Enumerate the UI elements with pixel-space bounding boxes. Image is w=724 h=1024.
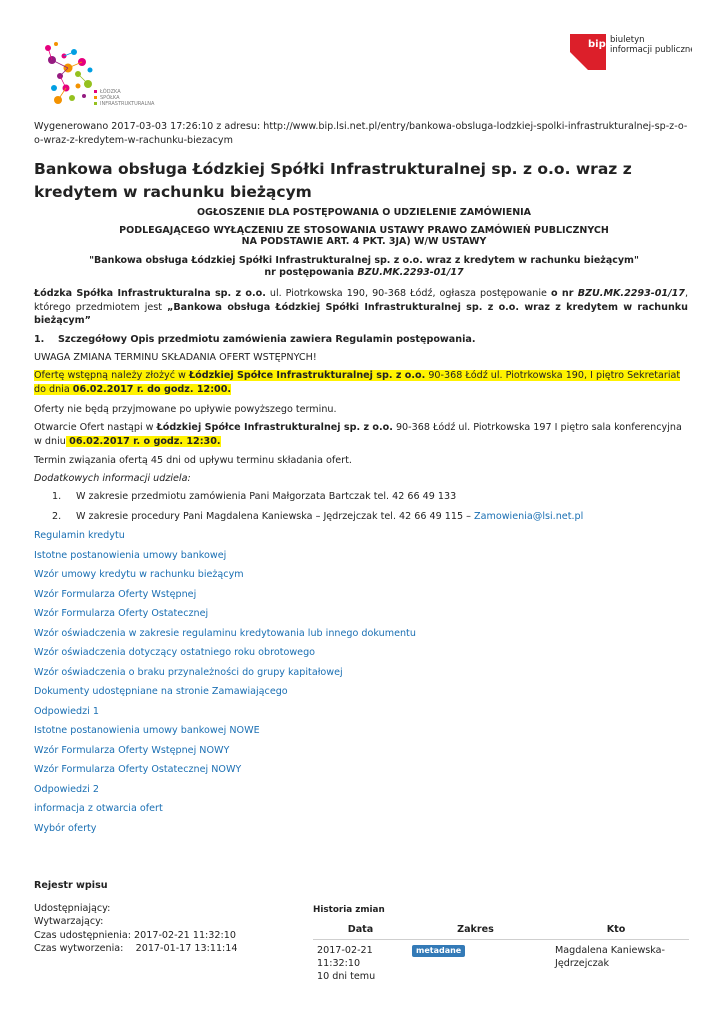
history-header-date: Data [313, 921, 408, 939]
contact-2: 2. W zakresie procedury Pani Magdalena Kaniewska – Jędrzejczak tel. 42 66 49 115 – Zamowienia@lsi.net.pl [52, 511, 584, 522]
no-accept-text: Oferty nie będą przyjmowane po upływie powyższego terminu. [34, 404, 337, 415]
bip-mark: bip [588, 39, 606, 50]
link-informacja-otwarcie[interactable]: informacja z otwarcia ofert [34, 803, 163, 814]
history-header-scope: Zakres [408, 921, 543, 939]
link-istotne-postanowienia[interactable]: Istotne postanowienia umowy bankowej [34, 549, 227, 561]
link-formularz-wstepnej[interactable]: Wzór Formularza Oferty Wstępnej [34, 588, 197, 600]
history-table [313, 921, 689, 987]
registry-row-czas-udostepnienia: Czas udostępnienia: 2017-02-21 11:32:10 [34, 930, 236, 941]
link-oswiadczenie-grupa[interactable]: Wzór oświadczenia o braku przynależności do grupy kapitałowej [34, 666, 343, 678]
link-formularz-wstepnej-nowy[interactable]: Wzór Formularza Oferty Wstępnej NOWY [34, 744, 230, 756]
registry-row-czas-wytworzenia: Czas wytworzenia: 2017-01-17 13:11:14 [34, 943, 238, 954]
link-wybor-oferty[interactable]: Wybór oferty [34, 822, 97, 834]
notice-line2a: PODLEGAJĄCEGO WYŁĄCZENIU ZE STOSOWANIA USTAWY PRAWO ZAMÓWIEŃ PUBLICZNYCH [119, 225, 609, 236]
logo-text-3: INFRASTRUKTURALNA [100, 101, 155, 107]
lsi-logo [38, 38, 178, 116]
notice-line3b: nr postępowania BZU.MK.2293-01/17 [264, 267, 464, 278]
extra-info-label: Dodatkowych informacji udziela: [34, 473, 191, 484]
registry-title: Rejestr wpisu [34, 880, 108, 891]
binding-text: Termin związania ofertą 45 dni od upływu terminu składania ofert. [34, 455, 352, 466]
opening-text: Otwarcie Ofert nastąpi w Łódzkiej Spółce Infrastrukturalnej sp. z o.o. 90-368 Łódź ul. Piotrkowska 197 I piętro sala konferencyjna w dniu 06.02.2017 r. o godz. 12:30. [34, 422, 682, 447]
bip-line2: informacji publicznej [610, 45, 692, 55]
email-link[interactable]: Zamowienia@lsi.net.pl [474, 511, 584, 522]
logo-text-1: ŁÓDZKA [100, 89, 121, 95]
registry-row-wytwarzajacy: Wytwarzający: [34, 916, 104, 927]
attachments-list [34, 529, 434, 841]
notice-line3a: "Bankowa obsługa Łódzkiej Spółki Infrastrukturalnej sp. z o.o. wraz z kredytem w rachunku bieżącym" [89, 255, 639, 266]
bip-line1: biuletyn [610, 35, 645, 45]
registry-row-udostepniajacy: Udostępniający: [34, 903, 111, 914]
warning-text: UWAGA ZMIANA TERMINU SKŁADANIA OFERT WSTĘPNYCH! [34, 352, 317, 363]
link-wzor-umowy-kredytu[interactable]: Wzór umowy kredytu w rachunku bieżącym [34, 569, 244, 580]
link-formularz-ostatecznej-nowy[interactable]: Wzór Formularza Oferty Ostatecznej NOWY [34, 764, 242, 775]
scope-badge: metadane [412, 945, 465, 957]
link-oswiadczenie-rok-obrotowy[interactable]: Wzór oświadczenia dotyczący ostatniego roku obrotowego [34, 647, 316, 658]
notice-line1: OGŁOSZENIE DLA POSTĘPOWANIA O UDZIELENIE ZAMÓWIENIA [196, 207, 532, 218]
page-title: Bankowa obsługa Łódzkiej Spółki Infrastrukturalnej sp. z o.o. wraz z kredytem w rachunku bieżącym [34, 160, 632, 201]
link-formularz-ostatecznej[interactable]: Wzór Formularza Oferty Ostatecznej [34, 608, 209, 619]
link-istotne-postanowienia-nowe[interactable]: Istotne postanowienia umowy bankowej NOWE [34, 725, 260, 736]
notice-line2b: NA PODSTAWIE ART. 4 PKT. 3JA) W/W USTAWY [241, 236, 487, 247]
history-header-who: Kto [543, 921, 689, 939]
logo-text-2: SPÓŁKA [100, 95, 120, 101]
bip-logo [566, 30, 692, 86]
link-oswiadczenie-regulamin[interactable]: Wzór oświadczenia w zakresie regulaminu kredytowania lub innego dokumentu [34, 627, 416, 639]
table-row [313, 939, 689, 987]
point-1: 1. Szczegółowy Opis przedmiotu zamówienia zawiera Regulamin postępowania. [34, 334, 476, 345]
link-dokumenty-udostepniane[interactable]: Dokumenty udostępniane na stronie Zamawiającego [34, 686, 288, 697]
intro-paragraph: Łódzka Spółka Infrastrukturalna sp. z o.o. ul. Piotrkowska 190, 90-368 Łódź, ogłasza postępowanie o nr BZU.MK.2293-01/17, którego przedmiotem jest „Bankowa obsługa Łódzkiej Spółki Infrastrukturalnej sp. z o.o. wraz z kredytem w rachunku bieżącym” [34, 288, 689, 326]
history-date: 2017-02-21 11:32:10 10 dni temu [317, 944, 376, 982]
link-regulamin-kredytu[interactable]: Regulamin kredytu [34, 530, 125, 541]
link-odpowiedzi-1[interactable]: Odpowiedzi 1 [34, 705, 99, 717]
link-odpowiedzi-2[interactable]: Odpowiedzi 2 [34, 783, 99, 795]
history-who: Magdalena Kaniewska- Jędrzejczak [555, 944, 666, 969]
history-title: Historia zmian [313, 905, 385, 915]
contact-1: 1. W zakresie przedmiotu zamówienia Pani Małgorzata Bartczak tel. 42 66 49 133 [52, 491, 457, 502]
offer-deadline: Ofertę wstępną należy złożyć w Łódzkiej Spółce Infrastrukturalnej sp. z o.o. 90-368 Łódź ul. Piotrkowska 190, I piętro Sekretariat do dnia 06.02.2017 r. do godz. 12:00. [34, 370, 681, 395]
generated-info: Wygenerowano 2017-03-03 17:26:10 z adresu: http://www.bip.lsi.net.pl/entry/bankowa-obsluga-lodzkiej-spolki-infrastrukturalnej-sp-z-o-o-wraz-z-kredytem-w-rachunku-biezacym [34, 121, 688, 146]
